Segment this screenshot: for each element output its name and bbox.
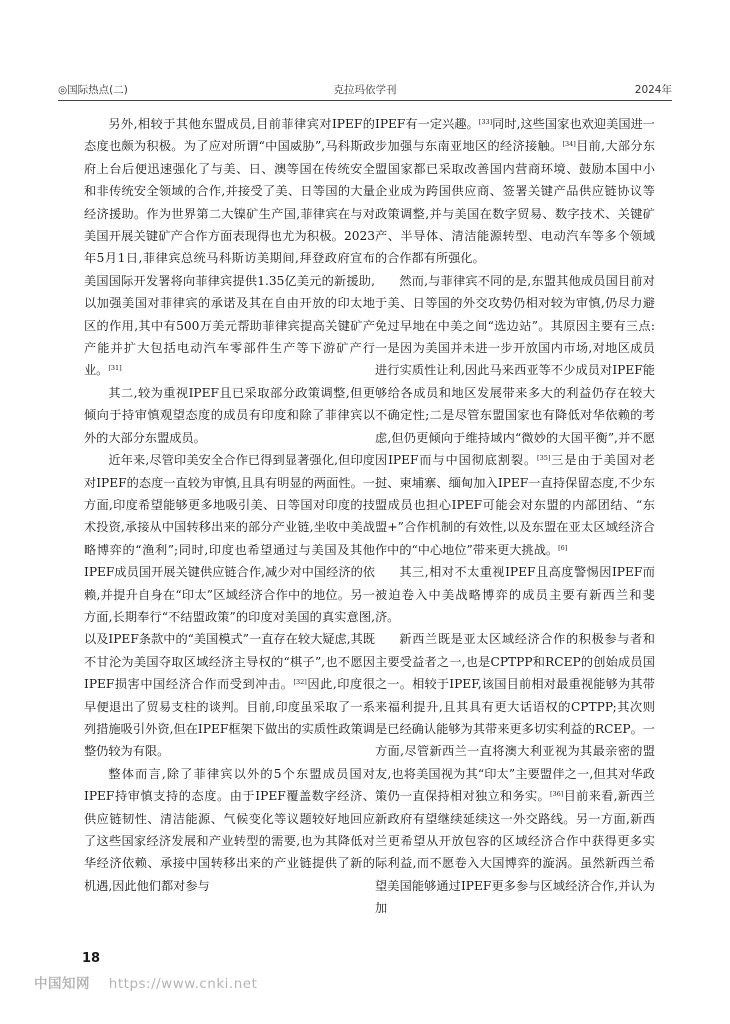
citation: [32]: [293, 678, 307, 687]
paragraph-text: 新西兰既是亚太区域经济合作的积极参与者和主要受益者之一,也是CPTPP和RCEP的创始成员国之一。相较于IPEF,该国目前相对最重视能够为其带来福利提升,且其具有更大话语权的CPTPP;其次则是已经确认能够为其带来更多切实利益的RCEP。一方面,尽管新西兰一直将澳大利亚视为其最亲密的盟友,也将美国视为其“印太”主要盟伴之一,但其对华政策仍一直保持相对独立和务实。: [375, 632, 655, 804]
cnki-watermark: [34, 972, 257, 992]
paragraph: [375, 628, 655, 919]
paragraph-text: 目前,大部分东盟国家都已采取改善国内营商环境、鼓励本国中小企业成为跨国供应商、签署关键产品供应链协议等政策调整,并与美国在数字贸易、数字技术、关键矿产、半导体、清洁能源转型、电动汽车等多个领域的合作都有所强化。: [375, 139, 655, 266]
citation: [33]: [478, 118, 493, 126]
paragraph-text: 近年来,尽管印美安全合作已得到显著强化,但印度对IPEF的态度一直较为审慎,且具有明显的两面性。一方面,印度希望能够更多地吸引美、日等国对印度的技术投资,承接从中国转移出来的部分产业链,坐收中美战略博弈的“渔利”;同时,印度也希望通过与美国及其他IPEF成员国开展关键供应链合作,减少对中国经济的依赖,并提升自身在“印太”区域经济合作中的地位。另一方面,长期奉行“不结盟政策”的印度对美国的真实意图,以及IPEF条款中的“美国模式”一直存在较大疑虑,其既不甘沦为美国夺取区域经济主导权的“棋子”,也不愿因IPEF损害中国经济合作而受到冲击。: [84, 453, 375, 692]
watermark-brand: 中国知网: [34, 976, 90, 992]
citation: [6]: [558, 543, 568, 552]
left-column: [84, 113, 375, 943]
paragraph-text: IPEF有一定兴趣。: [375, 117, 479, 131]
paragraph-text: 因此,印度很早便退出了贸易支柱的谈判。目前,印度虽采取了一系列措施吸引外资,但在IPEF框架下做出的实质性政策调整仍较为有限。: [84, 677, 375, 759]
paragraph: [84, 113, 375, 382]
paragraph-text: 然而,与菲律宾不同的是,东盟其他成员国目前对于美、日等国的外交攻势仍相对较为审慎,仍尽力避免过早地在中美之间“选边站”。其原因主要有三点:一是因为美国并未进一步开放国内市场,对地区成员进行实质性让利,因此马来西亚等不少成员对IPEF能够给各成员和地区发展带来多大的利益仍存在较大不确定性;二是尽管东盟国家也有降低对华依赖的考虑,但仍更倾向于维持域内“微妙的大国平衡”,并不愿因IPEF而与中国彻底割裂。: [375, 273, 655, 468]
page-number: 18: [82, 951, 101, 966]
issue-year: 2024年: [634, 84, 672, 96]
paragraph: 其三,相对不太重视IPEF且高度警惕因IPEF而被迫卷入中美战略博弈的成员主要有新西兰和斐济。: [375, 565, 655, 624]
citation: [34]: [562, 140, 576, 149]
journal-title: 克拉玛依学刊: [333, 84, 397, 96]
paragraph-text: 三是由于美国对老挝、柬埔寨、缅甸加入IPEF一直持保留态度,不少东盟成员也担心IPEF可能会对东盟的内部团结、“东盟+”合作机制的有效性,以及东盟在亚太区域经济合作中的“中心地位”带来更大挑战。: [375, 453, 655, 557]
citation: [36]: [549, 790, 564, 799]
paragraph: [375, 113, 655, 270]
watermark-url: https://www.cnki.net: [108, 976, 258, 992]
paragraph: 其二,较为重视IPEF且已采取部分政策调整,但更倾向于持审慎观望态度的成员有印度和除了菲律宾以外的大部分东盟成员。: [84, 385, 375, 445]
paragraph: [375, 270, 655, 561]
right-column: [375, 113, 655, 943]
section-label: ◎国际热点(二): [58, 84, 128, 96]
paragraph-text: 同时,这些国家也欢迎美国进一步加强与东南亚地区的经济接触。: [375, 117, 655, 154]
paragraph-text: 目前来看,新西兰新政府有望继续延续这一外交路线。另一方面,新西兰更希望从开放包容的区域经济合作中获得更多实际利益,而不愿卷入大国博弈的漩涡。虽然新西兰希望美国能够通过IPEF更多参与区域经济合作,并认为加: [375, 789, 655, 916]
citation: [35]: [537, 454, 551, 463]
paragraph: 整体而言,除了菲律宾以外的5个东盟成员国对IPEF持审慎支持的态度。由于IPEF覆盖数字经济、供应链韧性、清洁能源、气候变化等议题较好地回应了这些国家经济发展和产业转型的需要,也为其降低对华经济依赖、承接中国转移出来的产业链提供了新的机遇,因此他们都对参与: [84, 766, 375, 893]
paragraph: [84, 449, 375, 763]
running-header: [58, 78, 672, 101]
paragraph-text: 另外,相较于其他东盟成员,目前菲律宾对IPEF的态度也颇为积极。为了应对所谓“中国威胁”,马科斯政府上台后便迅速强化了与美、日、澳等国在传统安全和非传统安全领域的合作,并接受了美、日等国的大量经济援助。作为世界第二大镍矿生产国,菲律宾在与对美国开展关键矿产合作方面表现得也尤为积极。2023年5月1日,菲律宾总统马科斯访美期间,拜登政府宣布美国国际开发署将向菲律宾提供1.35亿美元的新援助,以加强美国对菲律宾的承诺及其在自由开放的印太地区的作用,其中有500万美元帮助菲律宾提高关键矿产产能并扩大包括电动汽车零部件生产等下游矿产行业。: [84, 117, 375, 378]
citation: [31]: [108, 364, 122, 373]
